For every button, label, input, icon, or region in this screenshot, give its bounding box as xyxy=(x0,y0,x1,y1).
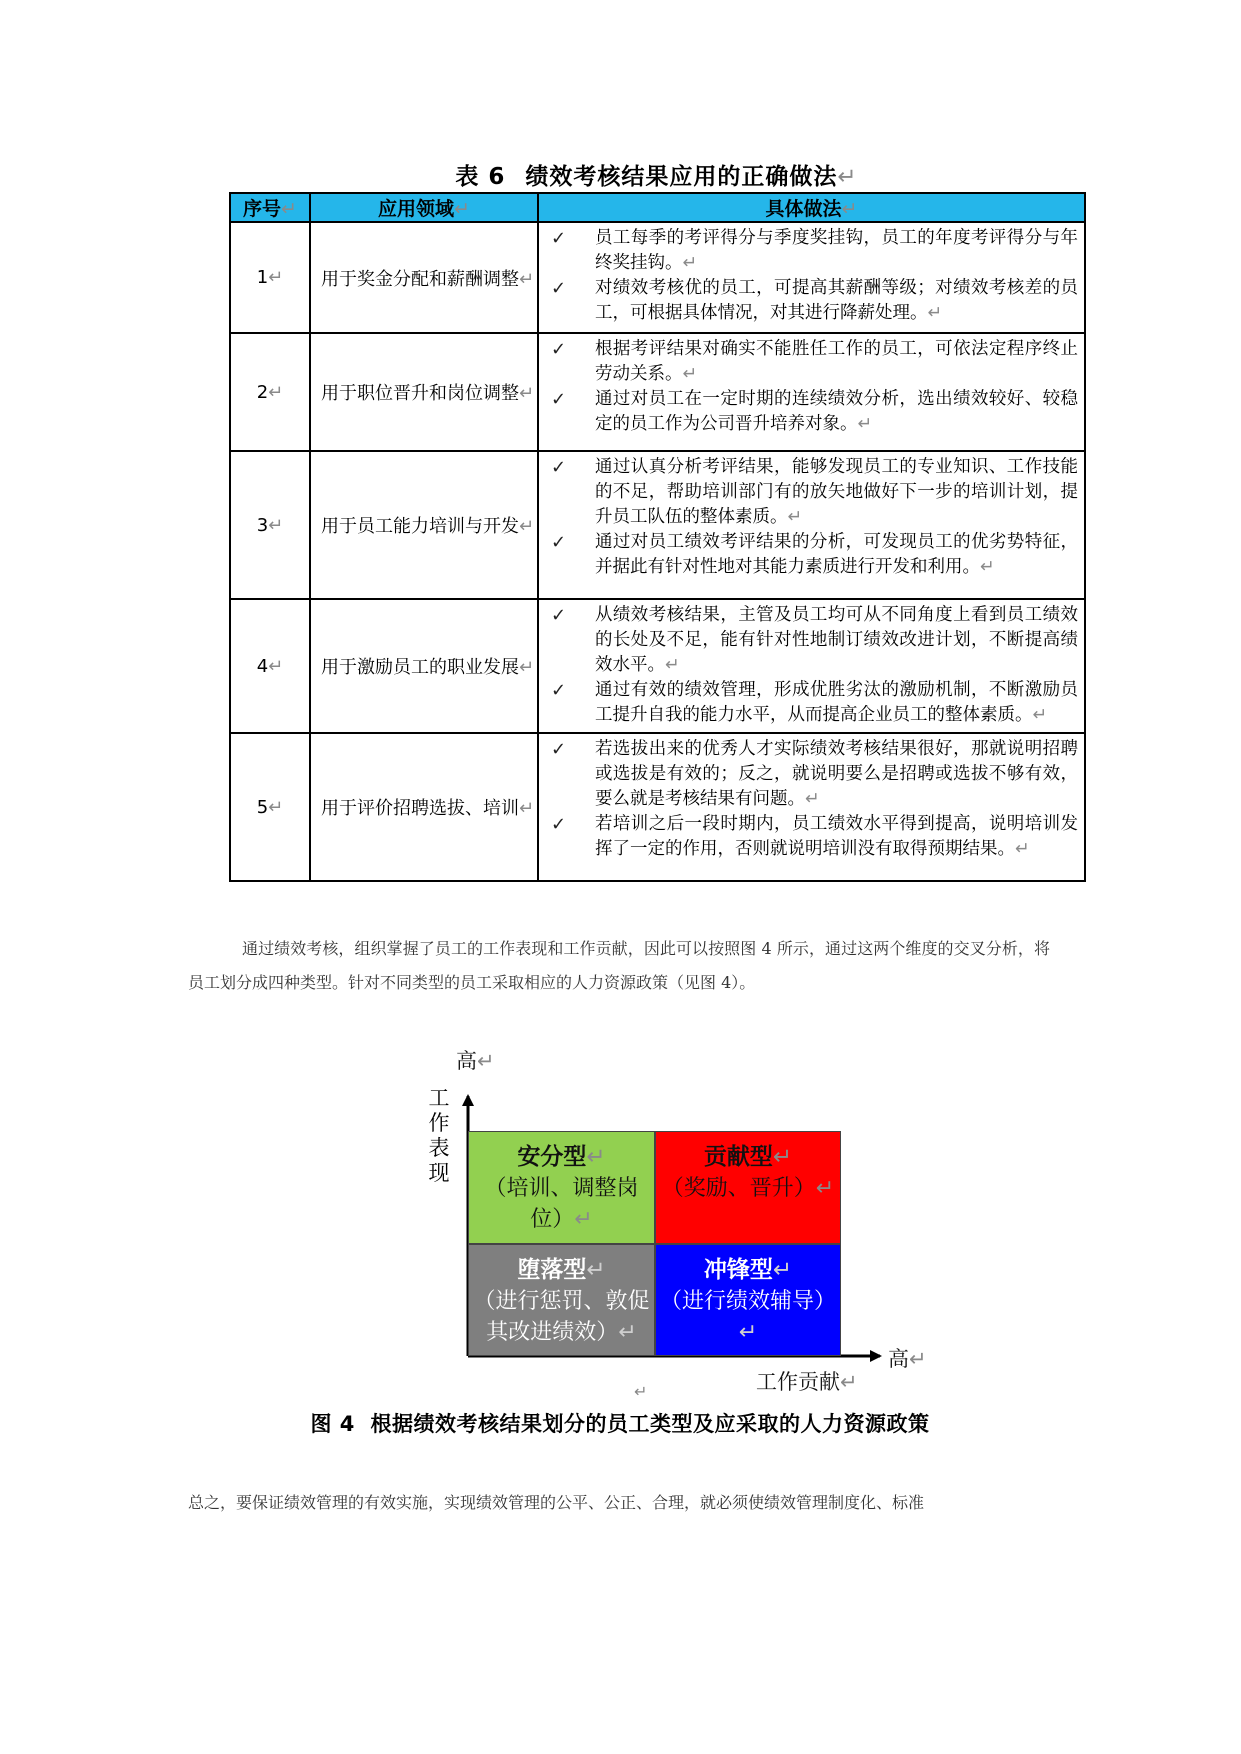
row-number: 2↵ xyxy=(230,333,310,451)
check-icon: ✓ xyxy=(551,605,567,626)
check-icon: ✓ xyxy=(551,339,567,360)
row-number: 3↵ xyxy=(230,451,310,599)
application-field: 用于职位晋升和岗位调整↵ xyxy=(310,333,538,451)
check-icon: ✓ xyxy=(551,680,567,701)
application-field: 用于激励员工的职业发展↵ xyxy=(310,599,538,733)
list-item: ✓ 若选拔出来的优秀人才实际绩效考核结果很好，那就说明招聘或选拔是有效的；反之，就说明要么是招聘或选拔不够有效，要么就是考核结果有问题。↵ xyxy=(551,739,1078,809)
paragraph-mark: ↵ xyxy=(837,164,858,190)
results-application-table xyxy=(229,192,1086,882)
y-axis-high-label: 高↵ xyxy=(456,1049,495,1073)
quadrant-contributor: 贡献型↵ （奖励、晋升）↵ xyxy=(655,1131,841,1244)
header-field: 应用领域↵ xyxy=(310,193,538,222)
quadrant-steady: 安分型↵ （培训、调整岗位）↵ xyxy=(468,1131,655,1244)
paragraph-mark: ↵ xyxy=(634,1382,648,1401)
application-field: 用于员工能力培训与开发↵ xyxy=(310,451,538,599)
list-item: ✓ 若培训之后一段时期内，员工绩效水平得到提高，说明培训发挥了一定的作用，否则就说明培训没有取得预期结果。↵ xyxy=(551,814,1078,859)
check-icon: ✓ xyxy=(551,278,567,299)
check-icon: ✓ xyxy=(551,228,567,249)
table-row xyxy=(230,222,1085,333)
list-item: ✓ 通过对员工在一定时期的连续绩效分析，选出绩效较好、较稳定的员工作为公司晋升培养对象。↵ xyxy=(551,389,1078,434)
x-axis-high-label: 高↵ xyxy=(888,1347,927,1371)
list-item: ✓ 根据考评结果对确实不能胜任工作的员工，可依法定程序终止劳动关系。↵ xyxy=(551,339,1078,384)
row-number: 1↵ xyxy=(230,222,310,333)
body-paragraph: 通过绩效考核，组织掌握了员工的工作表现和工作贡献，因此可以按照图 4 所示，通过这两个维度的交叉分析，将员工划分成四种类型。针对不同类型的员工采取相应的人力资源政策（见图 4）。 xyxy=(188,939,1050,992)
check-icon: ✓ xyxy=(551,457,567,478)
check-icon: ✓ xyxy=(551,389,567,410)
list-item: ✓ 对绩效考核优的员工，可提高其薪酬等级；对绩效考核差的员工，可根据具体情况，对其进行降薪处理。↵ xyxy=(551,278,1078,323)
table-row xyxy=(230,333,1085,451)
figure-caption: 图 4 根据绩效考核结果划分的员工类型及应采取的人力资源政策 xyxy=(310,1412,930,1436)
method-cell xyxy=(538,451,1085,599)
x-axis-label: 工作贡献↵ xyxy=(756,1370,858,1394)
row-number: 4↵ xyxy=(230,599,310,733)
table-caption: 绩效考核结果应用的正确做法 xyxy=(525,164,838,190)
row-number: 5↵ xyxy=(230,733,310,881)
table-number: 表 6 xyxy=(455,164,506,190)
list-item: ✓ 从绩效考核结果，主管及员工均可从不同角度上看到员工绩效的长处及不足，能有针对性地制订绩效改进计划，不断提高绩效水平。↵ xyxy=(551,605,1078,675)
method-cell xyxy=(538,599,1085,733)
list-item: ✓ 员工每季的考评得分与季度奖挂钩，员工的年度考评得分与年终奖挂钩。↵ xyxy=(551,228,1078,273)
table-row xyxy=(230,599,1085,733)
header-method: 具体做法↵ xyxy=(538,193,1085,222)
y-axis-label: 工作表现 xyxy=(428,1086,450,1185)
method-cell xyxy=(538,222,1085,333)
header-seq: 序号↵ xyxy=(230,193,310,222)
table-header-row xyxy=(230,193,1085,222)
table-row xyxy=(230,451,1085,599)
check-icon: ✓ xyxy=(551,814,567,835)
quadrant-charger: 冲锋型↵ （进行绩效辅导）↵ xyxy=(655,1244,841,1356)
table-row xyxy=(230,733,1085,881)
quadrant-declining: 堕落型↵ （进行惩罚、敦促其改进绩效）↵ xyxy=(468,1244,655,1356)
application-field: 用于奖金分配和薪酬调整↵ xyxy=(310,222,538,333)
method-cell xyxy=(538,333,1085,451)
method-cell xyxy=(538,733,1085,881)
list-item: ✓ 通过对员工绩效考评结果的分析，可发现员工的优劣势特征，并据此有针对性地对其能力素质进行开发和利用。↵ xyxy=(551,532,1078,577)
list-item: ✓ 通过有效的绩效管理，形成优胜劣汰的激励机制，不断激励员工提升自我的能力水平，从而提高企业员工的整体素质。↵ xyxy=(551,680,1078,725)
check-icon: ✓ xyxy=(551,532,567,553)
table-title xyxy=(230,158,1083,191)
list-item: ✓ 通过认真分析考评结果，能够发现员工的专业知识、工作技能的不足，帮助培训部门有的放矢地做好下一步的培训计划，提升员工队伍的整体素质。↵ xyxy=(551,457,1078,527)
body-paragraph: 总之，要保证绩效管理的有效实施，实现绩效管理的公平、公正、合理，就必须使绩效管理制度化、标准 xyxy=(188,1493,925,1512)
application-field: 用于评价招聘选拔、培训↵ xyxy=(310,733,538,881)
check-icon: ✓ xyxy=(551,739,567,760)
